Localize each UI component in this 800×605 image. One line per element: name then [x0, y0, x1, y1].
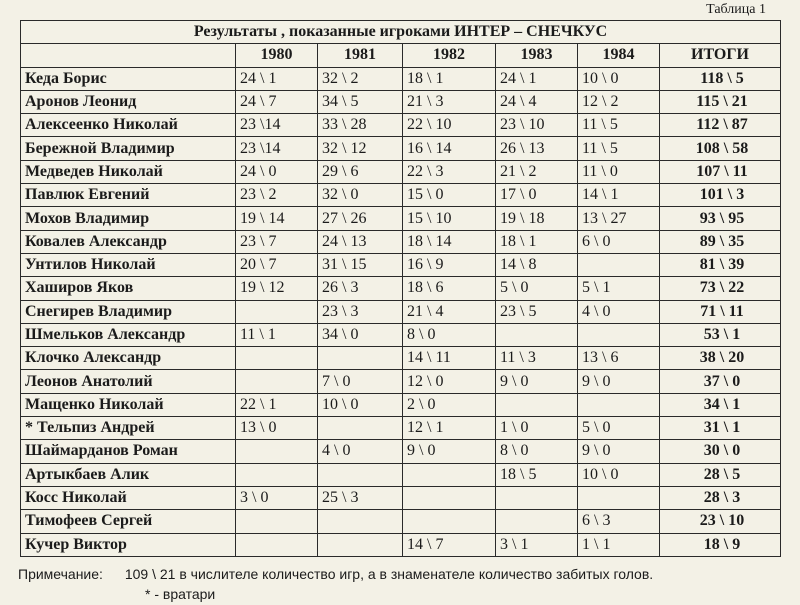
season-cell [496, 486, 578, 509]
player-name: Шаймарданов Роман [21, 440, 236, 463]
season-cell: 13 \ 0 [236, 417, 318, 440]
footnote [18, 566, 653, 582]
season-cell: 32 \ 12 [318, 137, 403, 160]
season-cell: 24 \ 7 [236, 90, 318, 113]
season-cell: 14 \ 11 [403, 347, 496, 370]
season-cell: 1 \ 0 [496, 417, 578, 440]
season-cell: 23 \14 [236, 114, 318, 137]
season-cell: 22 \ 1 [236, 393, 318, 416]
season-cell [236, 510, 318, 533]
table-row [21, 393, 781, 416]
season-cell [236, 370, 318, 393]
season-cell: 10 \ 0 [578, 463, 660, 486]
season-cell: 13 \ 6 [578, 347, 660, 370]
season-cell: 21 \ 4 [403, 300, 496, 323]
season-cell: 4 \ 0 [578, 300, 660, 323]
total-cell: 93 \ 95 [660, 207, 781, 230]
table-title: Результаты , показанные игроками ИНТЕР – СНЕЧКУС [21, 21, 781, 44]
table-row [21, 533, 781, 556]
season-cell: 13 \ 27 [578, 207, 660, 230]
season-cell: 18 \ 1 [403, 67, 496, 90]
season-cell: 15 \ 0 [403, 184, 496, 207]
season-cell [496, 510, 578, 533]
footnote-text: в числителе количество игр, а в знаменателе количество забитых голов. [179, 566, 654, 582]
season-cell [318, 347, 403, 370]
total-cell: 30 \ 0 [660, 440, 781, 463]
season-cell [578, 393, 660, 416]
season-cell: 20 \ 7 [236, 253, 318, 276]
season-cell [578, 253, 660, 276]
season-cell: 19 \ 18 [496, 207, 578, 230]
player-name: Клочко Александр [21, 347, 236, 370]
season-cell [236, 533, 318, 556]
season-cell: 23 \ 2 [236, 184, 318, 207]
player-name: Павлюк Евгений [21, 184, 236, 207]
season-cell: 12 \ 0 [403, 370, 496, 393]
season-cell [578, 486, 660, 509]
player-name: Снегирев Владимир [21, 300, 236, 323]
season-cell: 8 \ 0 [496, 440, 578, 463]
total-cell: 28 \ 3 [660, 486, 781, 509]
season-cell [403, 510, 496, 533]
table-row [21, 440, 781, 463]
player-name: Ковалев Александр [21, 230, 236, 253]
season-cell: 24 \ 4 [496, 90, 578, 113]
season-cell: 23 \ 7 [236, 230, 318, 253]
total-cell: 108 \ 58 [660, 137, 781, 160]
season-cell: 3 \ 1 [496, 533, 578, 556]
season-cell: 25 \ 3 [318, 486, 403, 509]
table-row [21, 137, 781, 160]
results-table [20, 20, 781, 557]
season-cell: 15 \ 10 [403, 207, 496, 230]
player-name: Кеда Борис [21, 67, 236, 90]
season-cell: 12 \ 2 [578, 90, 660, 113]
table-row [21, 207, 781, 230]
table-row [21, 67, 781, 90]
season-cell: 22 \ 3 [403, 160, 496, 183]
season-cell: 18 \ 14 [403, 230, 496, 253]
season-cell: 32 \ 0 [318, 184, 403, 207]
season-cell: 1 \ 1 [578, 533, 660, 556]
table-row [21, 90, 781, 113]
total-cell: 23 \ 10 [660, 510, 781, 533]
player-name: * Тельпиз Андрей [21, 417, 236, 440]
season-cell [236, 347, 318, 370]
player-name: Аронов Леонид [21, 90, 236, 113]
season-cell: 23 \ 5 [496, 300, 578, 323]
table-row [21, 300, 781, 323]
season-cell: 22 \ 10 [403, 114, 496, 137]
table-row [21, 160, 781, 183]
season-cell: 23 \14 [236, 137, 318, 160]
season-cell: 19 \ 12 [236, 277, 318, 300]
season-cell: 9 \ 0 [578, 440, 660, 463]
season-cell: 10 \ 0 [578, 67, 660, 90]
season-cell: 27 \ 26 [318, 207, 403, 230]
season-cell: 5 \ 0 [496, 277, 578, 300]
header-year: 1981 [318, 44, 403, 67]
table-row [21, 417, 781, 440]
season-cell: 4 \ 0 [318, 440, 403, 463]
player-name: Мохов Владимир [21, 207, 236, 230]
season-cell [318, 417, 403, 440]
season-cell [496, 393, 578, 416]
season-cell: 16 \ 14 [403, 137, 496, 160]
season-cell: 21 \ 2 [496, 160, 578, 183]
header-year: 1984 [578, 44, 660, 67]
header-total: ИТОГИ [660, 44, 781, 67]
total-cell: 34 \ 1 [660, 393, 781, 416]
season-cell: 33 \ 28 [318, 114, 403, 137]
season-cell: 18 \ 1 [496, 230, 578, 253]
season-cell: 34 \ 5 [318, 90, 403, 113]
season-cell: 16 \ 9 [403, 253, 496, 276]
table-row [21, 486, 781, 509]
total-cell: 81 \ 39 [660, 253, 781, 276]
table-label: Таблица 1 [706, 2, 766, 17]
season-cell: 18 \ 6 [403, 277, 496, 300]
season-cell: 31 \ 15 [318, 253, 403, 276]
header-blank [21, 44, 236, 67]
season-cell: 32 \ 2 [318, 67, 403, 90]
total-cell: 101 \ 3 [660, 184, 781, 207]
footnote-example: 109 \ 21 [124, 566, 176, 582]
season-cell: 5 \ 0 [578, 417, 660, 440]
season-cell: 8 \ 0 [403, 323, 496, 346]
season-cell: 9 \ 0 [496, 370, 578, 393]
season-cell [403, 486, 496, 509]
season-cell: 29 \ 6 [318, 160, 403, 183]
season-cell: 11 \ 1 [236, 323, 318, 346]
total-cell: 89 \ 35 [660, 230, 781, 253]
season-cell: 7 \ 0 [318, 370, 403, 393]
player-name: Унтилов Николай [21, 253, 236, 276]
season-cell: 11 \ 3 [496, 347, 578, 370]
season-cell: 11 \ 5 [578, 114, 660, 137]
season-cell: 9 \ 0 [578, 370, 660, 393]
total-cell: 31 \ 1 [660, 417, 781, 440]
total-cell: 115 \ 21 [660, 90, 781, 113]
player-name: Шмельков Александр [21, 323, 236, 346]
season-cell [403, 463, 496, 486]
season-cell [318, 463, 403, 486]
table-row [21, 370, 781, 393]
player-name: Косс Николай [21, 486, 236, 509]
season-cell: 3 \ 0 [236, 486, 318, 509]
season-cell: 26 \ 3 [318, 277, 403, 300]
season-cell [236, 440, 318, 463]
total-cell: 28 \ 5 [660, 463, 781, 486]
season-cell: 10 \ 0 [318, 393, 403, 416]
header-year: 1983 [496, 44, 578, 67]
season-cell: 24 \ 1 [236, 67, 318, 90]
season-cell: 11 \ 5 [578, 137, 660, 160]
player-name: Алексеенко Николай [21, 114, 236, 137]
season-cell [236, 463, 318, 486]
season-cell: 34 \ 0 [318, 323, 403, 346]
season-cell: 2 \ 0 [403, 393, 496, 416]
season-cell: 9 \ 0 [403, 440, 496, 463]
header-year: 1982 [403, 44, 496, 67]
season-cell: 11 \ 0 [578, 160, 660, 183]
goalkeeper-note: * - вратари [145, 586, 216, 602]
season-cell: 18 \ 5 [496, 463, 578, 486]
season-cell: 6 \ 3 [578, 510, 660, 533]
total-cell: 71 \ 11 [660, 300, 781, 323]
total-cell: 112 \ 87 [660, 114, 781, 137]
season-cell: 24 \ 0 [236, 160, 318, 183]
player-name: Мащенко Николай [21, 393, 236, 416]
player-name: Артыкбаев Алик [21, 463, 236, 486]
player-name: Кучер Виктор [21, 533, 236, 556]
season-cell [496, 323, 578, 346]
season-cell: 14 \ 8 [496, 253, 578, 276]
table-row [21, 463, 781, 486]
player-name: Бережной Владимир [21, 137, 236, 160]
season-cell: 24 \ 1 [496, 67, 578, 90]
table-row [21, 184, 781, 207]
season-cell: 24 \ 13 [318, 230, 403, 253]
season-cell: 17 \ 0 [496, 184, 578, 207]
season-cell [578, 323, 660, 346]
total-cell: 118 \ 5 [660, 67, 781, 90]
player-name: Леонов Анатолий [21, 370, 236, 393]
season-cell: 5 \ 1 [578, 277, 660, 300]
total-cell: 107 \ 11 [660, 160, 781, 183]
season-cell [236, 300, 318, 323]
player-name: Хаширов Яков [21, 277, 236, 300]
total-cell: 53 \ 1 [660, 323, 781, 346]
header-year: 1980 [236, 44, 318, 67]
total-cell: 18 \ 9 [660, 533, 781, 556]
season-cell: 12 \ 1 [403, 417, 496, 440]
total-cell: 38 \ 20 [660, 347, 781, 370]
season-cell: 19 \ 14 [236, 207, 318, 230]
table-row [21, 230, 781, 253]
player-name: Тимофеев Сергей [21, 510, 236, 533]
table-row [21, 323, 781, 346]
table-row [21, 114, 781, 137]
season-cell: 14 \ 1 [578, 184, 660, 207]
table-row [21, 253, 781, 276]
season-cell: 23 \ 3 [318, 300, 403, 323]
footnote-label: Примечание: [18, 566, 103, 582]
season-cell: 23 \ 10 [496, 114, 578, 137]
season-cell: 14 \ 7 [403, 533, 496, 556]
season-cell: 21 \ 3 [403, 90, 496, 113]
player-name: Медведев Николай [21, 160, 236, 183]
header-row [21, 44, 781, 67]
table-row [21, 510, 781, 533]
season-cell [318, 533, 403, 556]
total-cell: 73 \ 22 [660, 277, 781, 300]
season-cell: 6 \ 0 [578, 230, 660, 253]
table-row [21, 347, 781, 370]
season-cell: 26 \ 13 [496, 137, 578, 160]
table-row [21, 277, 781, 300]
season-cell [318, 510, 403, 533]
total-cell: 37 \ 0 [660, 370, 781, 393]
